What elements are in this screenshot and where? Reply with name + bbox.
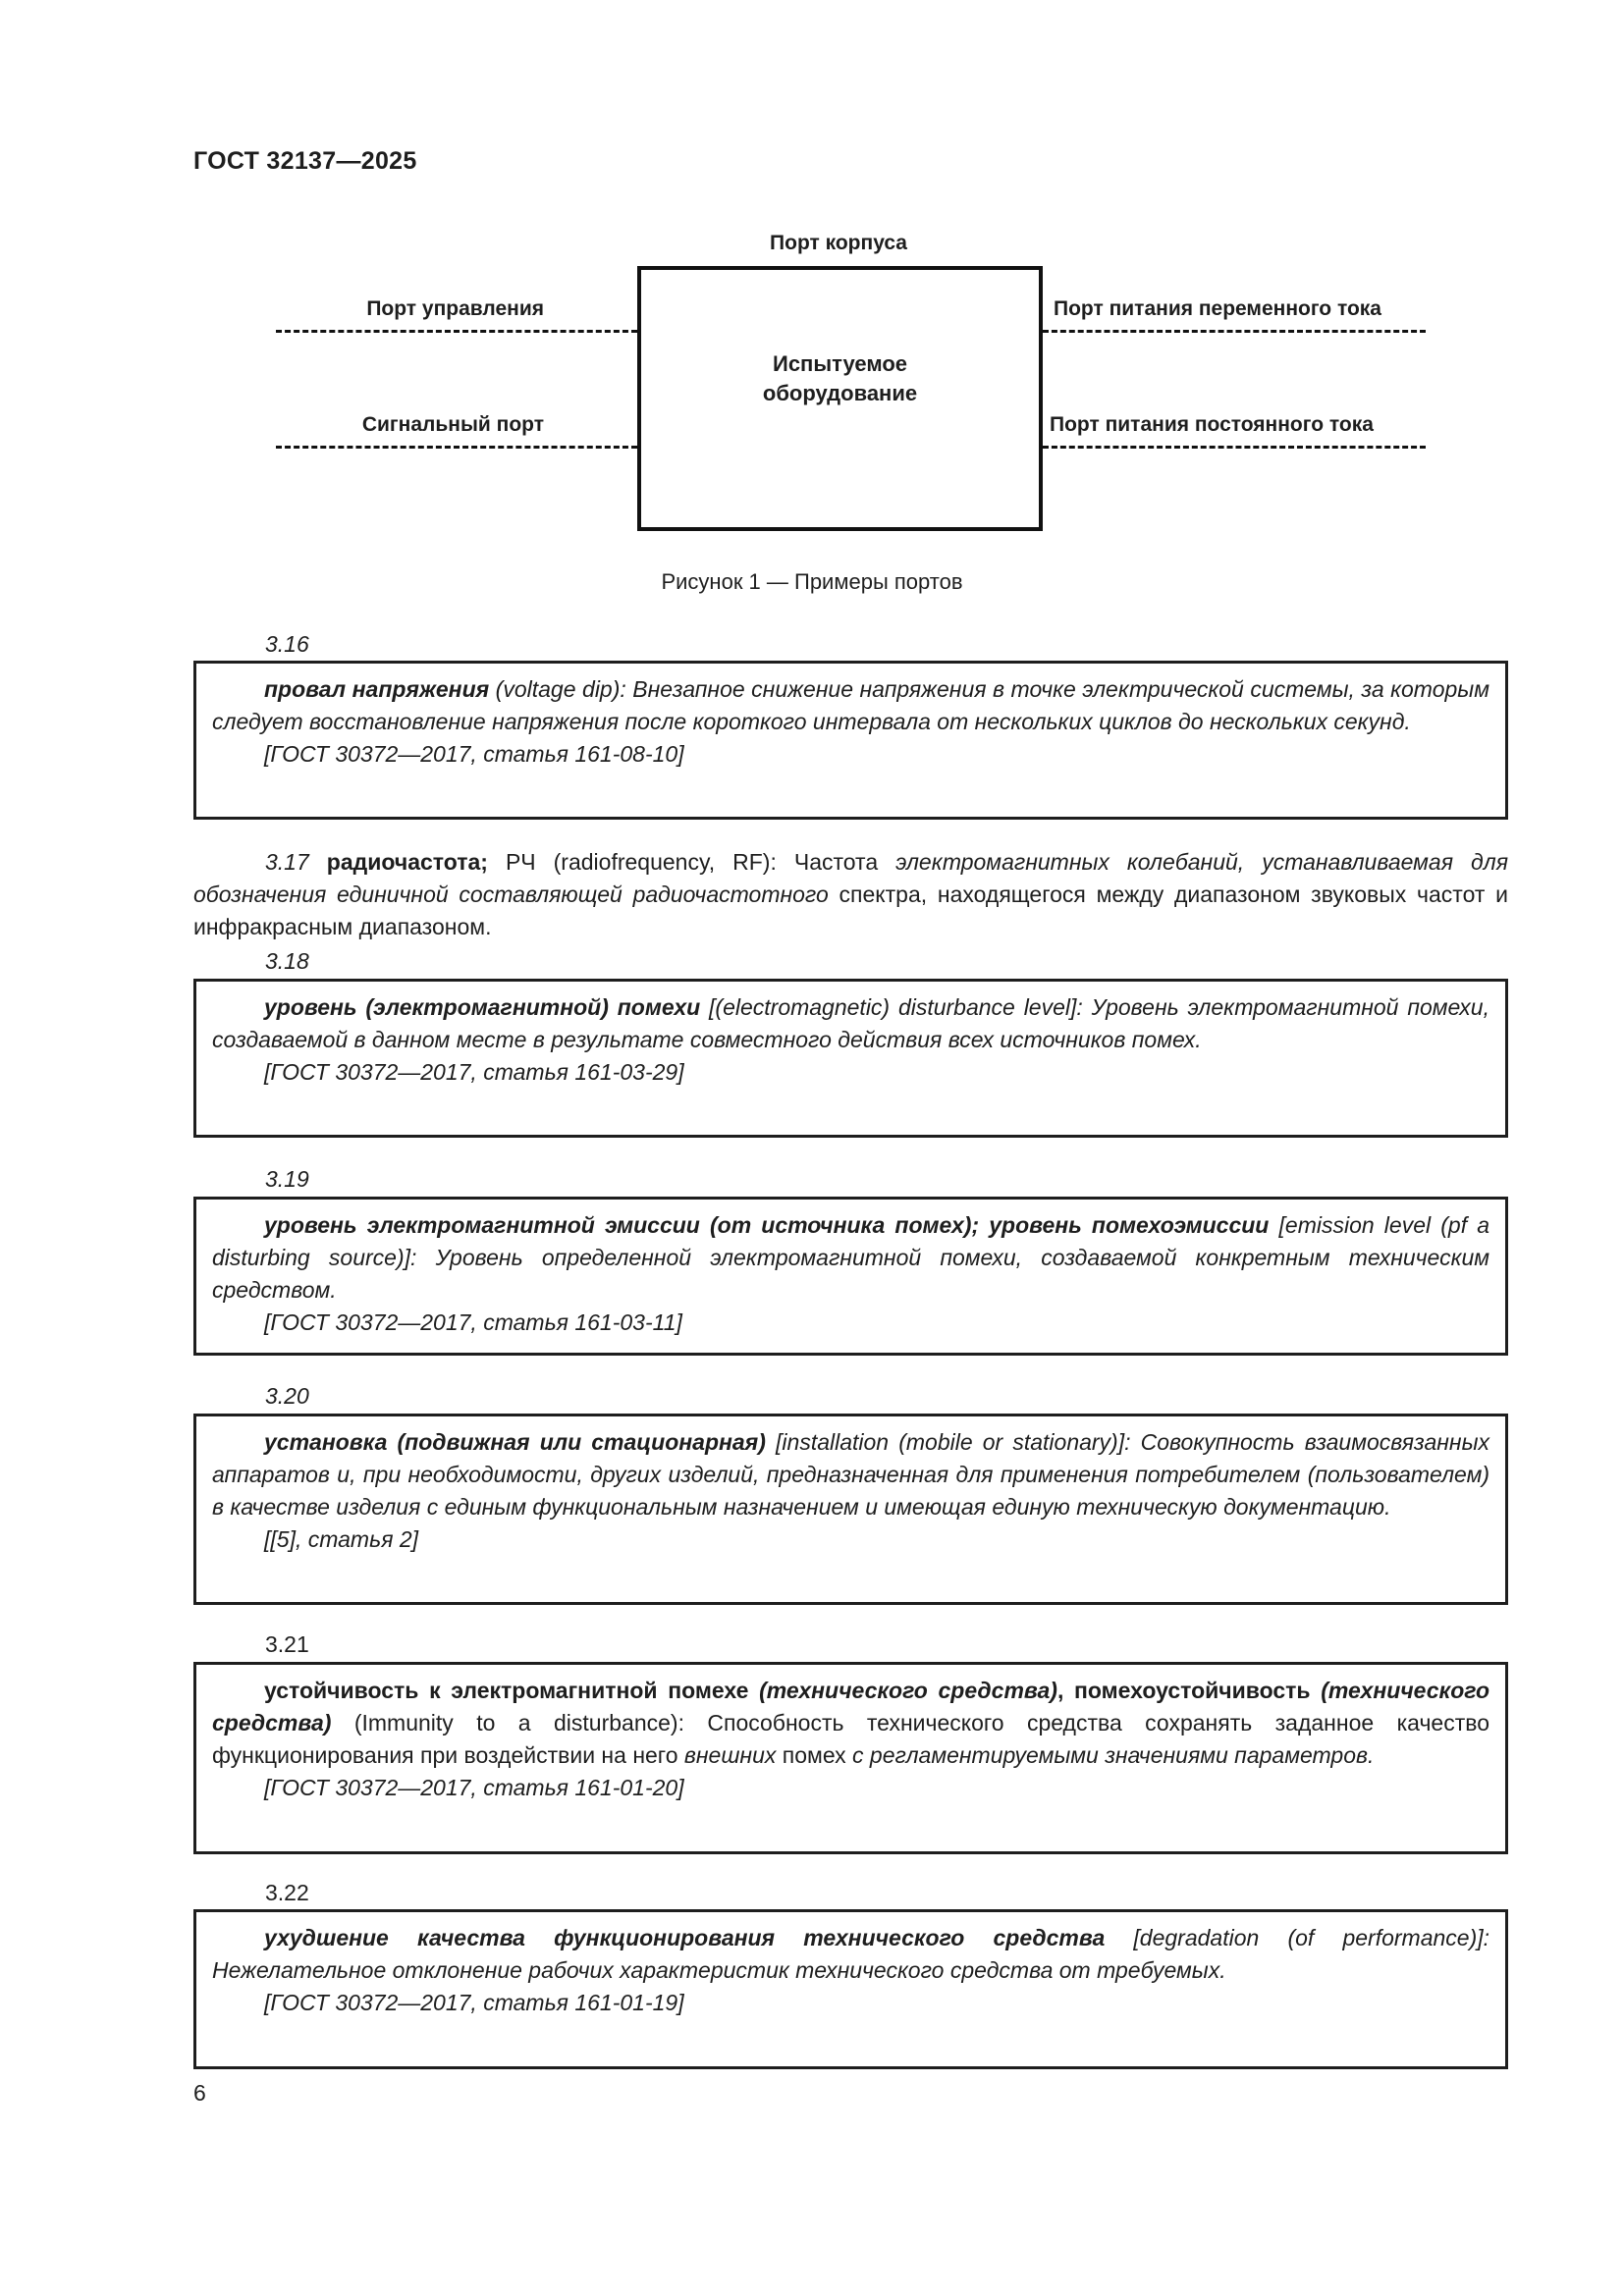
term-title: радиочастота; [326, 849, 488, 875]
term-definition-italic: внешних [683, 1742, 777, 1768]
ac-power-port-line [1043, 330, 1426, 333]
enclosure-port-label: Порт корпуса [770, 232, 907, 254]
term-definition: : Внезапное снижение напряжения в точке электрической системы, за которым следует восстановление напряжения после короткого интервала от нескольких циклов до нескольких секунд. [212, 676, 1489, 734]
term-definition: помех [776, 1742, 853, 1768]
ac-power-port-label: Порт питания переменного тока [1054, 297, 1381, 320]
term-definition: : Нежелательное отклонение рабочих характеристик технического средства от требуемых. [212, 1925, 1490, 1983]
term-title-qualifier: (технического средства) [212, 1678, 1489, 1735]
term-title: ухудшение качества функционирования технического средства [264, 1925, 1106, 1950]
eut-label-line1: Испытуемое [773, 351, 907, 376]
term-title: уровень электромагнитной эмиссии (от источника помех); уровень помехоэмиссии [264, 1212, 1270, 1238]
document-header: ГОСТ 32137—2025 [193, 147, 417, 175]
term-title: уровень (электромагнитной) помехи [264, 994, 701, 1020]
term-english: [installation (mobile or stationary)] [765, 1429, 1125, 1455]
term-english: [(electromagnetic) disturbance level] [700, 994, 1077, 1020]
signal-port-line [276, 446, 637, 449]
term-english: (voltage dip) [489, 676, 621, 702]
term-box-3-22 [193, 1909, 1508, 2069]
term-paragraph-3-17 [193, 846, 1508, 943]
page-number: 6 [193, 2080, 206, 2106]
ports-diagram [0, 0, 1624, 609]
term-number-3-17: 3.17 [265, 849, 309, 875]
term-definition: : Совокупность взаимосвязанных аппаратов и, при необходимости, других изделий, предназначенная для применения потребителем (пользователем) в качестве изделия с единым функциональным назначением и имеющая единую техническую документацию. [212, 1429, 1490, 1520]
term-definition-rest: спектра, находящегося между диапазоном звуковых частот и инфракрасным диапазоном. [193, 881, 1508, 939]
term-english: [degradation (of performance)] [1105, 1925, 1484, 1950]
term-box-3-21 [193, 1662, 1508, 1854]
signal-port-label: Сигнальный порт [361, 413, 544, 436]
term-source: [ГОСТ 30372—2017, статья 161-03-11] [264, 1309, 682, 1335]
term-abbreviation: РЧ (radiofrequency, RF): Частота [487, 849, 896, 875]
term-title: установка (подвижная или стационарная) [264, 1429, 766, 1455]
control-port-label: Порт управления [366, 297, 544, 320]
term-number-3-20: 3.20 [265, 1383, 309, 1409]
term-title-part: устойчивость к электромагнитной помехе [264, 1678, 760, 1703]
term-box-3-18 [193, 979, 1508, 1138]
term-source: [ГОСТ 30372—2017, статья 161-03-29] [264, 1059, 684, 1085]
eut-label-line2: оборудование [762, 381, 918, 405]
term-number-3-22: 3.22 [265, 1880, 309, 1905]
dc-power-port-line [1043, 446, 1426, 449]
term-definition-italic: электромагнитных колебаний, устанавливаемая для обозначения единичной составляющей радиочастотного [193, 849, 1508, 907]
term-box-3-16 [193, 661, 1508, 820]
term-source: [[5], статья 2] [264, 1526, 419, 1552]
term-english: [emission level (pf a disturbing source)] [212, 1212, 1490, 1270]
term-number-3-21: 3.21 [265, 1631, 309, 1657]
term-number-3-18: 3.18 [265, 948, 309, 974]
term-box-3-20 [193, 1414, 1508, 1605]
eut-label [637, 349, 1043, 408]
term-source: [ГОСТ 30372—2017, статья 161-01-19] [264, 1990, 684, 2015]
term-definition: (Immunity to a disturbance): Способность технического средства сохранять заданное качество функционирования при воздействии на него [212, 1710, 1489, 1768]
term-title-qualifier: (технического средства) [759, 1678, 1057, 1703]
term-title: провал напряжения [264, 676, 490, 702]
term-definition-italic: с регламентируемыми значениями параметров. [852, 1742, 1375, 1768]
term-definition: : Уровень электромагнитной помехи, создаваемой в данном месте в результате совместного действия всех источников помех. [212, 994, 1489, 1052]
term-number-3-19: 3.19 [265, 1166, 309, 1192]
term-number-3-16: 3.16 [265, 631, 309, 657]
term-source: [ГОСТ 30372—2017, статья 161-08-10] [264, 741, 684, 767]
figure-caption: Рисунок 1 — Примеры портов [661, 569, 963, 594]
term-title-synonym: , помехоустойчивость [1056, 1678, 1322, 1703]
control-port-line [276, 330, 637, 333]
term-definition: : Уровень определенной электромагнитной помехи, создаваемой конкретным техническим средством. [212, 1245, 1489, 1303]
term-box-3-19 [193, 1197, 1508, 1356]
dc-power-port-label: Порт питания постоянного тока [1050, 413, 1374, 436]
term-source: [ГОСТ 30372—2017, статья 161-01-20] [264, 1775, 684, 1800]
